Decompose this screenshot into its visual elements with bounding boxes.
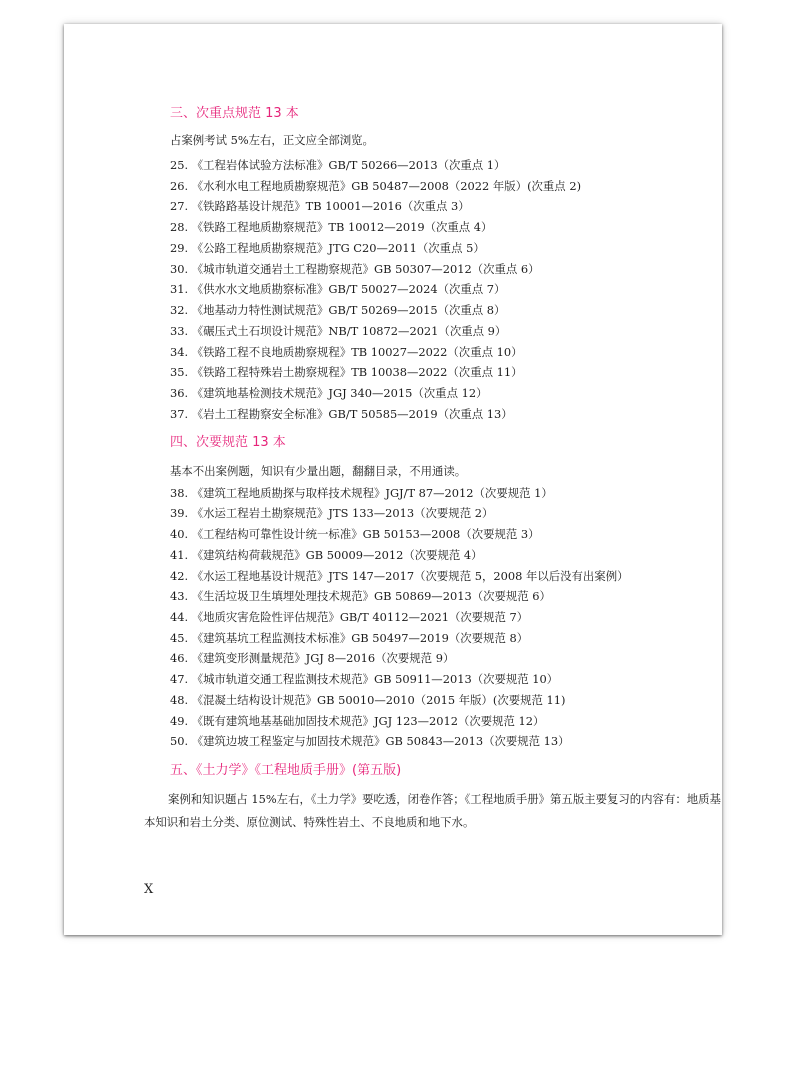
- list-item: 25. 《工程岩体试验方法标准》GB/T 50266—2013（次重点 1）: [170, 158, 506, 172]
- list-item: 31. 《供水水文地质勘察标准》GB/T 50027—2024（次重点 7）: [170, 282, 506, 296]
- list-item: 49. 《既有建筑地基基础加固技术规范》JGJ 123—2012（次要规范 12）: [170, 714, 545, 728]
- list-item: 28. 《铁路工程地质勘察规范》TB 10012—2019（次重点 4）: [170, 220, 493, 234]
- list-item: 38. 《建筑工程地质勘探与取样技术规程》JGJ/T 87—2012（次要规范 1）: [170, 486, 553, 500]
- section-5-heading: 五、《土力学》《工程地质手册》(第五版): [170, 763, 402, 778]
- list-item: 43. 《生活垃圾卫生填埋处理技术规范》GB 50869—2013（次要规范 6）: [170, 589, 551, 603]
- list-item: 37. 《岩土工程勘察安全标准》GB/T 50585—2019（次重点 13）: [170, 407, 513, 421]
- section-4-heading: 四、次要规范 13 本: [170, 435, 286, 450]
- list-item: 36. 《建筑地基检测技术规范》JGJ 340—2015（次重点 12）: [170, 386, 488, 400]
- list-item: 41. 《建筑结构荷载规范》GB 50009—2012（次要规范 4）: [170, 548, 483, 562]
- list-item: 35. 《铁路工程特殊岩土勘察规程》TB 10038—2022（次重点 11）: [170, 365, 523, 379]
- list-item: 40. 《工程结构可靠性设计统一标准》GB 50153—2008（次要规范 3）: [170, 527, 540, 541]
- section-4-intro: 基本不出案例题，知识有少量出题，翻翻目录，不用通读。: [170, 464, 467, 478]
- list-item: 30. 《城市轨道交通岩土工程勘察规范》GB 50307—2012（次重点 6）: [170, 262, 540, 276]
- list-item: 32. 《地基动力特性测试规范》GB/T 50269—2015（次重点 8）: [170, 303, 506, 317]
- list-item: 46. 《建筑变形测量规范》JGJ 8—2016（次要规范 9）: [170, 651, 455, 665]
- list-item: 48. 《混凝土结构设计规范》GB 50010—2010（2015 年版）(次要规范 11): [170, 693, 566, 707]
- section-3-heading: 三、次重点规范 13 本: [170, 106, 299, 121]
- section-5-paragraph: 案例和知识题占 15%左右，《土力学》要吃透，闭卷作答；《工程地质手册》第五版主要复习的内容有：地质基本知识和岩土分类、原位测试、特殊性岩土、不良地质和地下水。: [144, 792, 721, 829]
- list-item: 29. 《公路工程地质勘察规范》JTG C20—2011（次重点 5）: [170, 241, 485, 255]
- list-item: 33. 《碾压式土石坝设计规范》NB/T 10872—2021（次重点 9）: [170, 324, 507, 338]
- list-item: 27. 《铁路路基设计规范》TB 10001—2016（次重点 3）: [170, 199, 470, 213]
- section-3-intro: 占案例考试 5%左右，正文应全部浏览。: [170, 133, 374, 147]
- list-item: 44. 《地质灾害危险性评估规范》GB/T 40112—2021（次要规范 7）: [170, 610, 529, 624]
- list-item: 26. 《水利水电工程地质勘察规范》GB 50487—2008（2022 年版）(次重点 2): [170, 179, 582, 193]
- list-item: 34. 《铁路工程不良地质勘察规程》TB 10027—2022（次重点 10）: [170, 345, 523, 359]
- page-number: X: [144, 882, 154, 897]
- list-item: 50. 《建筑边坡工程鉴定与加固技术规范》GB 50843—2013（次要规范 13）: [170, 734, 570, 748]
- document-page: [64, 24, 722, 935]
- list-item: 39. 《水运工程岩土勘察规范》JTS 133—2013（次要规范 2）: [170, 506, 494, 520]
- list-item: 47. 《城市轨道交通工程监测技术规范》GB 50911—2013（次要规范 10）: [170, 672, 559, 686]
- list-item: 42. 《水运工程地基设计规范》JTS 147—2017（次要规范 5，2008 年以后没有出案例）: [170, 569, 629, 583]
- list-item: 45. 《建筑基坑工程监测技术标准》GB 50497—2019（次要规范 8）: [170, 631, 529, 645]
